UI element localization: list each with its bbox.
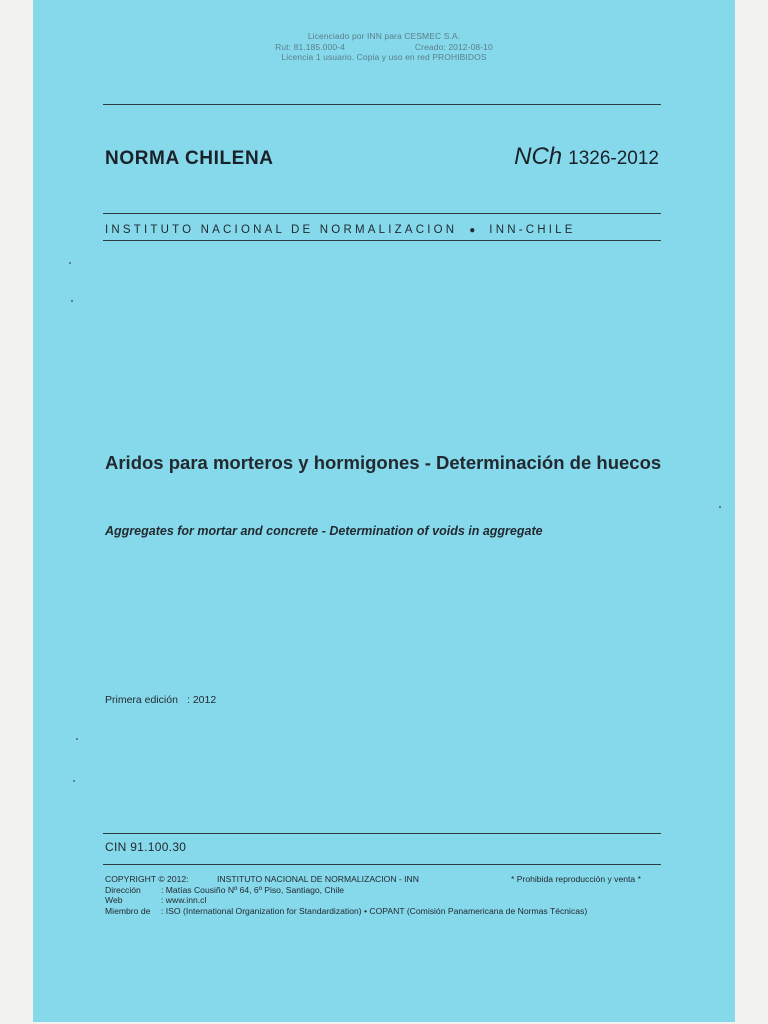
license-line-1: Licenciado por INN para CESMEC S.A. (307, 31, 461, 41)
institute-top-divider (103, 213, 661, 214)
document-title: Aridos para morteros y hormigones - Determinación de huecos (105, 452, 662, 473)
cin-code: CIN 91.100.30 (105, 840, 187, 854)
document-cover (33, 0, 735, 1022)
standard-code: 1326-2012 (568, 148, 659, 169)
institute-name: INSTITUTO NACIONAL DE NORMALIZACION (105, 224, 458, 236)
document-subtitle: Aggregates for mortar and concrete - Determination of voids in aggregate (105, 524, 543, 538)
paper-speck (71, 300, 73, 302)
license-line-3: Licencia 1 usuario. Copia y uso en red PROHIBIDOS (281, 52, 487, 62)
cin-bottom-divider (103, 864, 661, 865)
norma-label: NORMA CHILENA (105, 148, 274, 169)
address-value: : Matías Cousiño Nº 64, 6º Piso, Santiago, Chile (161, 884, 345, 895)
paper-speck (76, 738, 78, 740)
license-rut: Rut: 81.185.000-4 (275, 42, 345, 52)
member-row (105, 906, 665, 917)
prohibited-notice: * Prohibida reproducción y venta * (511, 874, 641, 884)
cin-top-divider (103, 833, 661, 834)
nch-prefix: NCh (514, 143, 563, 170)
copyright-row (105, 874, 665, 885)
edition-line (105, 694, 216, 706)
bullet-icon: ● (469, 225, 476, 236)
top-divider (103, 104, 661, 105)
web-label: Web (105, 895, 123, 905)
edition-label: Primera edición (105, 694, 178, 706)
copyright-label: COPYRIGHT © 2012: (105, 874, 189, 884)
copyright-value: INSTITUTO NACIONAL DE NORMALIZACION - INN (217, 874, 419, 884)
member-value: : ISO (International Organization for Standardization) • COPANT (Comisión Panamericana de Normas Técnicas) (161, 905, 588, 916)
standard-number (514, 143, 659, 171)
web-row (105, 895, 665, 906)
address-label: Dirección (105, 884, 141, 895)
web-value: : www.inn.cl (161, 895, 207, 905)
license-created: Creado: 2012-08-10 (414, 42, 493, 52)
license-line-2 (33, 42, 735, 52)
institute-line (105, 224, 665, 236)
institute-bottom-divider (103, 240, 661, 241)
paper-speck (69, 262, 71, 264)
paper-speck (73, 780, 75, 782)
institute-short: INN-CHILE (489, 224, 576, 236)
member-label: Miembro de (105, 905, 151, 916)
edition-value: : 2012 (187, 694, 217, 706)
footer-info (105, 874, 665, 916)
address-row (105, 885, 665, 896)
paper-speck (719, 506, 721, 508)
